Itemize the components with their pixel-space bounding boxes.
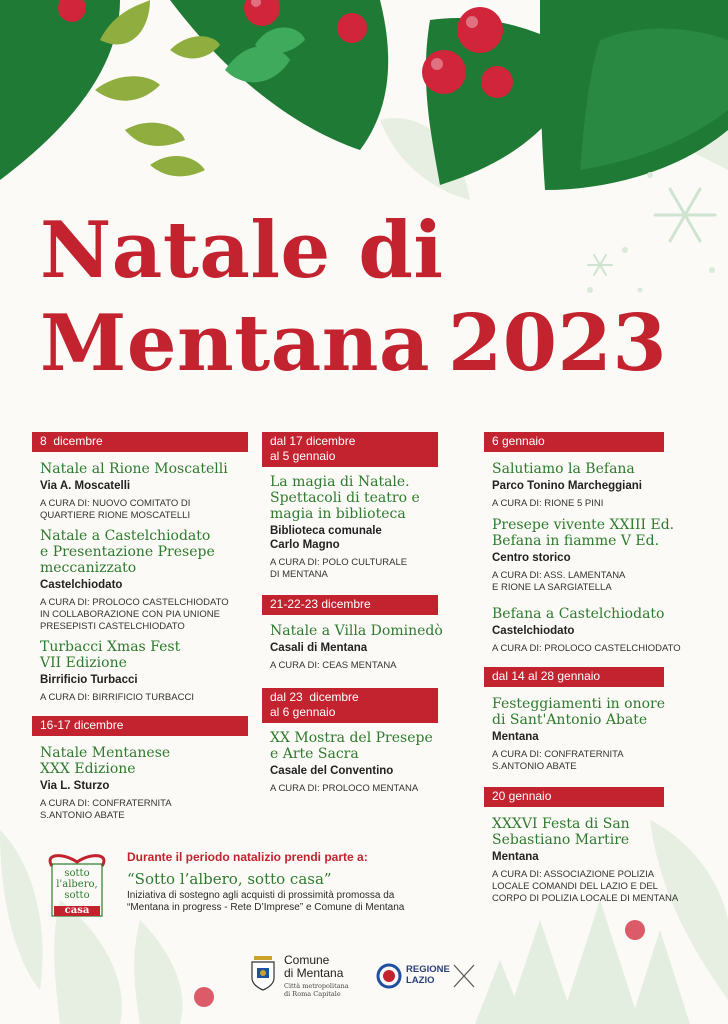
event-item [32,461,248,522]
poster-title-name: Mentana [40,298,430,389]
event-curated-by: A CURA DI: NUOVO COMITATO DI QUARTIERE RIONE MOSCATELLI [40,498,191,521]
event-item [262,474,478,581]
date-banner: 6 gennaio [484,432,664,452]
event-title: Natale a Villa Dominedò [270,623,443,639]
event-curated-by: A CURA DI: POLO CULTURALE DI MENTANA [270,557,408,580]
event-curated-by: A CURA DI: PROLOCO CASTELCHIODATO IN COLLABORAZIONE CON PIA UNIONE PRESEPISTI CASTELCHIODATO [40,597,229,632]
logo-line: sotto [64,868,90,879]
schedule-column-1 [32,432,248,822]
date-banner: 16-17 dicembre [32,716,248,736]
date-banner: 8 dicembre [32,432,248,452]
event-item [32,639,248,704]
comune-logo [248,952,349,998]
event-curated-by: A CURA DI: CONFRATERNITA S.ANTONIO ABATE [40,798,172,821]
date-banner: dal 17 dicembre al 5 gennaio [262,432,438,467]
event-title: La magia di Natale. Spettacoli di teatro e magia in biblioteca [270,474,420,522]
poster-title-line2 [40,298,720,389]
event-curated-by: A CURA DI: ASS. LAMENTANA E RIONE LA SARGIATELLA [492,570,626,593]
event-title: Turbacci Xmas Fest VII Edizione [40,639,181,671]
schedule-column-2 [262,432,478,795]
event-curated-by: A CURA DI: PROLOCO MENTANA [270,783,419,794]
event-item [262,730,478,795]
logo-line: l'albero, [56,879,98,890]
event-item [262,623,478,672]
promo-title: “Sotto l’albero, sotto casa” [127,870,332,888]
sotto-albero-logo [40,850,114,918]
event-item [484,517,714,594]
event-item [32,528,248,633]
event-title: Natale Mentanese XXX Edizione [40,745,171,777]
event-item [32,745,248,822]
logo-line: casa [64,905,90,916]
promo-description: Iniziativa di sostegno agli acquisti di prossimità promossa da “Mentana in progress - Rete D’Imprese” e Comune di Mentana [127,890,405,913]
event-place: Casali di Mentana [270,642,368,654]
event-title: Salutiamo la Befana [492,461,635,477]
event-item [484,461,714,510]
event-item [484,816,714,905]
event-curated-by: A CURA DI: CEAS MENTANA [270,660,397,671]
date-banner: dal 14 al 28 gennaio [484,667,664,687]
event-place: Birrificio Turbacci [40,674,138,686]
coat-of-arms-icon [248,952,278,992]
event-title: XXXVI Festa di San Sebastiano Martire [492,816,630,848]
comune-subtitle: Città metropolitana di Roma Capitale [284,982,349,998]
event-title: XX Mostra del Presepe e Arte Sacra [270,730,433,762]
event-place: Via A. Moscatelli [40,480,131,492]
event-curated-by: A CURA DI: RIONE 5 PINI [492,498,604,509]
poster-title-year: 2023 [448,298,668,389]
event-title: Natale al Rione Moscatelli [40,461,228,477]
promo-heading: Durante il periodo natalizio prendi parte a: [127,850,368,864]
date-banner: dal 23 dicembre al 6 gennaio [262,688,438,723]
event-curated-by: A CURA DI: CONFRATERNITA S.ANTONIO ABATE [492,749,624,772]
date-banner: 20 gennaio [484,787,664,807]
event-title: Festeggiamenti in onore di Sant'Antonio Abate [492,696,666,728]
event-place: Castelchiodato [40,579,123,591]
event-item [484,606,714,655]
event-title: Befana a Castelchiodato [492,606,665,622]
event-title: Presepe vivente XXIII Ed. Befana in fiamme V Ed. [492,517,675,549]
event-place: Mentana [492,731,539,743]
poster-title-line1: Natale di [40,205,444,296]
date-banner: 21-22-23 dicembre [262,595,438,615]
event-curated-by: A CURA DI: BIRRIFICIO TURBACCI [40,692,194,703]
event-item [484,696,714,773]
logo-line: sotto [64,890,90,901]
event-curated-by: A CURA DI: ASSOCIAZIONE POLIZIA LOCALE COMANDI DEL LAZIO E DEL CORPO DI POLIZIA LOCALE DI MENTANA [492,869,679,904]
regione-lazio-logo [376,961,476,991]
event-place: Mentana [492,851,539,863]
event-place: Castelchiodato [492,625,575,637]
event-curated-by: A CURA DI: PROLOCO CASTELCHIODATO [492,643,681,654]
event-place: Parco Tonino Marcheggiani [492,480,642,492]
comune-name: Comune di Mentana [284,953,344,980]
regione-name: REGIONE LAZIO [406,964,450,986]
event-place: Centro storico [492,552,571,564]
event-place: Casale del Conventino [270,765,394,777]
event-place: Biblioteca comunale Carlo Magno [270,525,382,551]
event-title: Natale a Castelchiodato e Presentazione Presepe meccanizzato [40,528,215,576]
event-place: Via L. Sturzo [40,780,110,792]
schedule-column-3 [484,432,714,905]
